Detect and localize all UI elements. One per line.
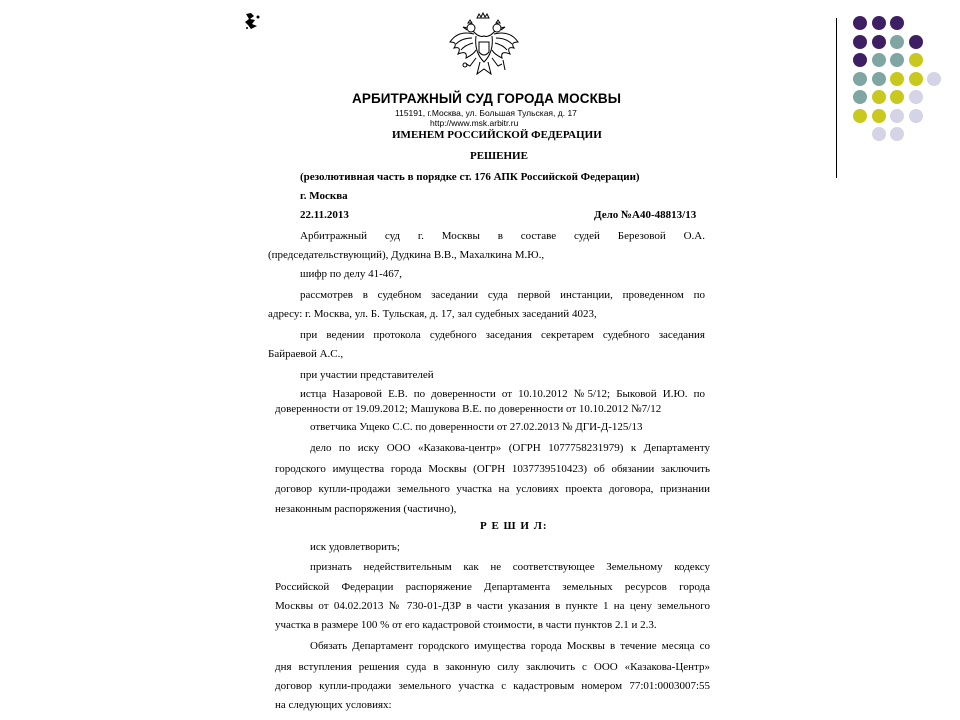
- decorative-dot: [909, 72, 923, 86]
- decision-date: 22.11.2013: [300, 209, 349, 221]
- decorative-dot: [853, 90, 867, 104]
- decorative-dot: [872, 16, 886, 30]
- decorative-dot: [890, 35, 904, 49]
- body-line-20: участка в размере 100 % от его кадастровой стоимости, в части пунктов 2.1 и 2.3.: [275, 619, 657, 631]
- body-line-21: Обязать Департамент городского имущества города Москвы в течение месяца со: [310, 640, 710, 652]
- body-line-11: ответчика Ущеко С.С. по доверенности от 27.02.2013 № ДГИ-Д-125/13: [310, 421, 643, 433]
- decorative-dot: [890, 53, 904, 67]
- body-line-24: на следующих условиях:: [275, 699, 392, 711]
- resolved-heading: Р Е Ш И Л:: [480, 520, 548, 532]
- body-line-14: договор купли-продажи земельного участка на условиях проекта договора, признании: [275, 483, 710, 495]
- body-line-10: доверенности от 19.09.2012; Машукова В.Е. по доверенности от 10.10.2012 №7/12: [275, 403, 662, 415]
- body-line-12: дело по иску ООО «Казакова-центр» (ОГРН 1077758231979) к Департаменту: [310, 442, 710, 454]
- body-line-13: городского имущества города Москвы (ОГРН 1037739510423) об обязании заключить: [275, 463, 710, 475]
- in-name-heading: ИМЕНЕМ РОССИЙСКОЙ ФЕДЕРАЦИИ: [392, 129, 602, 141]
- decorative-dot: [872, 53, 886, 67]
- court-website: http://www.msk.arbitr.ru: [430, 118, 519, 128]
- case-number: Дело №А40-48813/13: [594, 209, 697, 221]
- body-line-22: дня вступления решения суда в законную силу заключить с ООО «Казакова-Центр»: [275, 661, 710, 673]
- decorative-dot: [909, 90, 923, 104]
- body-line-4: рассмотрев в судебном заседании суда первой инстанции, проведенном по: [300, 289, 705, 301]
- decorative-dot: [927, 72, 941, 86]
- decorative-dot: [872, 35, 886, 49]
- body-line-16: иск удовлетворить;: [310, 541, 400, 553]
- body-line-7: Байраевой А.С.,: [268, 348, 344, 360]
- scan-artifact-icon: [242, 10, 264, 32]
- decorative-dot: [853, 16, 867, 30]
- body-line-23: договор купли-продажи земельного участка с кадастровым номером 77:01:0003007:55: [275, 680, 710, 692]
- body-line-19: Москвы от 04.02.2013 № 730-01-ДЗР в части указания в пункте 1 на цену земельного: [275, 600, 710, 612]
- body-line-17: признать недействительным как не соответствующее Земельному кодексу: [310, 561, 710, 573]
- decorative-dot: [872, 72, 886, 86]
- decorative-vertical-line: [836, 18, 837, 178]
- decorative-dot: [853, 72, 867, 86]
- court-name: АРБИТРАЖНЫЙ СУД ГОРОДА МОСКВЫ: [352, 91, 622, 106]
- decision-subtitle: (резолютивная часть в порядке ст. 176 АПК Российской Федерации): [300, 171, 640, 183]
- body-line-3: шифр по делу 41-467,: [300, 268, 403, 280]
- decorative-dot: [872, 90, 886, 104]
- decorative-dot: [853, 35, 867, 49]
- court-address: 115191, г.Москва, ул. Большая Тульская, д. 17: [395, 108, 577, 118]
- decorative-dot: [890, 16, 904, 30]
- body-line-5: адресу: г. Москва, ул. Б. Тульская, д. 17, зал судебных заседаний 4023,: [268, 308, 597, 320]
- decorative-dot: [890, 127, 904, 141]
- decorative-dot: [872, 109, 886, 123]
- body-line-18: Российской Федерации распоряжение Департамента земельных ресурсов города: [275, 581, 710, 593]
- body-line-6: при ведении протокола судебного заседания секретарем судебного заседания: [300, 329, 705, 341]
- decorative-dot: [890, 72, 904, 86]
- body-line-1: Арбитражный суд г. Москвы в составе судей Березовой О.А.: [300, 230, 705, 242]
- decorative-dot: [909, 35, 923, 49]
- russian-coat-of-arms-icon: [446, 12, 522, 82]
- decorative-dot: [909, 109, 923, 123]
- decorative-dot: [853, 109, 867, 123]
- body-line-9: истца Назаровой Е.В. по доверенности от 10.10.2012 №5/12; Быковой И.Ю. по: [300, 388, 705, 400]
- decorative-dot: [909, 53, 923, 67]
- decorative-dot: [872, 127, 886, 141]
- body-line-2: (председательствующий), Дудкина В.В., Махалкина М.Ю.,: [268, 249, 545, 261]
- body-line-8: при участии представителей: [300, 369, 434, 381]
- body-line-15: незаконным распоряжения (частично),: [275, 503, 457, 515]
- decorative-dot: [853, 53, 867, 67]
- decorative-dot: [890, 109, 904, 123]
- decision-heading: РЕШЕНИЕ: [470, 150, 528, 162]
- decorative-dot: [890, 90, 904, 104]
- decision-city: г. Москва: [300, 190, 348, 202]
